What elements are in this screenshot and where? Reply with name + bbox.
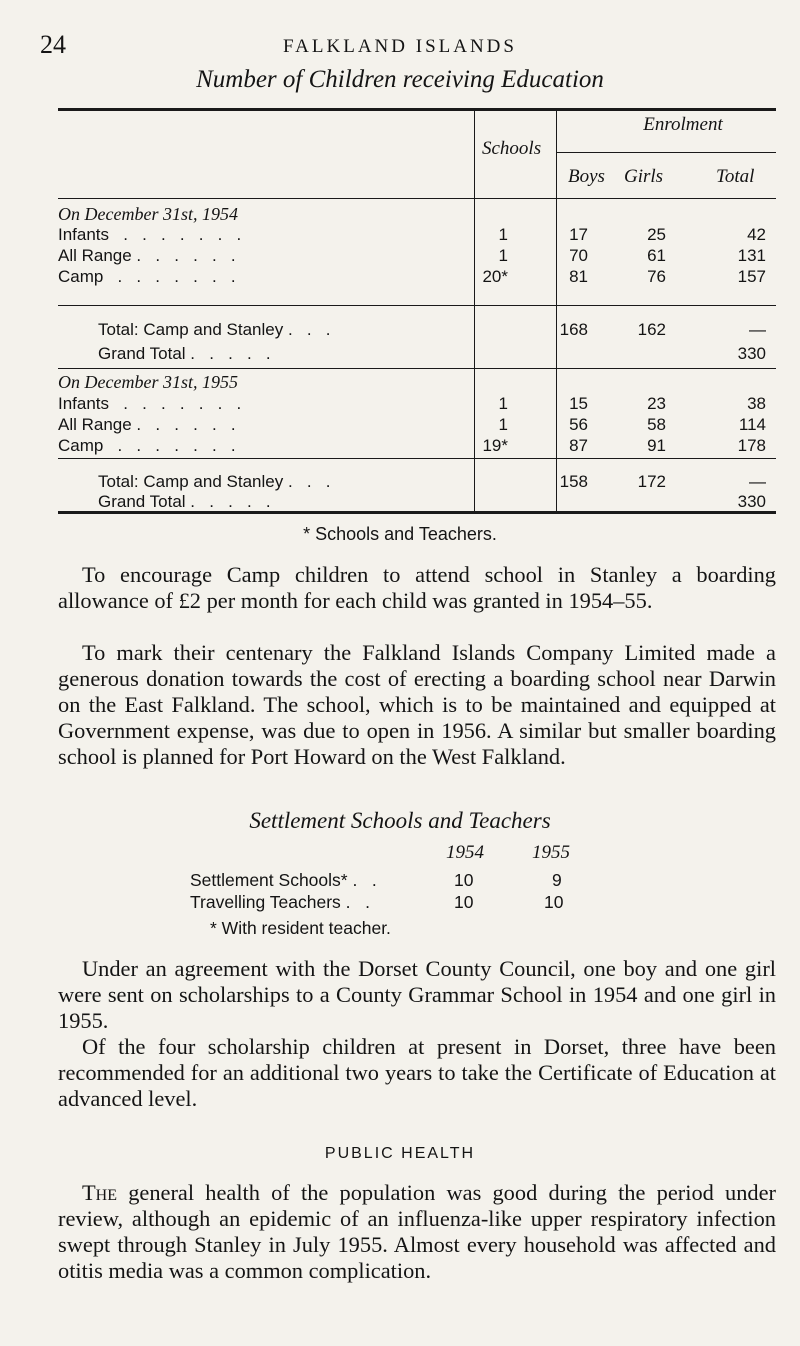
- paragraph-body: general health of the population was good during the period under review, although an epidemic of an influenza-like upper respiratory infection swept through Stanley in July 1955. Almost every household was affected and otitis media was a common complication.: [58, 1180, 776, 1283]
- running-title: FALKLAND ISLANDS: [283, 36, 517, 57]
- paragraph-centenary-donation: To mark their centenary the Falkland Islands Company Limited made a generous donation towards the cost of erecting a boarding school near Darwin on the East Falkland. The school, which is to be maintained and equipped at Government expense, was due to open in 1956. A similar but smaller boarding school is planned for Port Howard on the West Falkland.: [58, 640, 776, 769]
- cell-girls: 162: [637, 320, 666, 339]
- cell-total: 157: [737, 267, 766, 286]
- table-row: [58, 246, 776, 268]
- row-label: Grand Total . . . . .: [98, 492, 271, 511]
- cell-girls: 23: [647, 394, 666, 413]
- settlement-title: Settlement Schools and Teachers: [249, 808, 551, 833]
- total-row: [58, 320, 776, 342]
- lead-word: The: [82, 1180, 118, 1205]
- cell-total: —: [749, 472, 766, 491]
- cell-total: 114: [738, 415, 766, 434]
- table-footnote: * Schools and Teachers.: [303, 524, 497, 544]
- section-rule-1: [58, 305, 776, 306]
- cell-1954: 10: [454, 892, 474, 912]
- education-table: [58, 108, 776, 514]
- table-row: [58, 394, 776, 416]
- section-heading-public-health: PUBLIC HEALTH: [324, 1145, 476, 1162]
- cell-schools: 20*: [482, 267, 508, 286]
- table-top-rule: [58, 108, 776, 111]
- paragraph-dorset-agreement: Under an agreement with the Dorset County Council, one boy and one girl were sent on scholarships to a County Grammar School in 1954 and one girl in 1955.: [58, 956, 776, 1033]
- row-label: Grand Total . . . . .: [98, 344, 271, 363]
- cell-schools: 1: [498, 394, 508, 413]
- header-boys: Boys: [568, 166, 605, 187]
- table-row: [58, 225, 776, 247]
- header-enrolment: Enrolment: [643, 114, 723, 135]
- year-1954: 1954: [446, 842, 484, 863]
- page-number: 24: [40, 30, 66, 59]
- cell-girls: 172: [637, 472, 666, 491]
- header-schools: Schools: [482, 138, 542, 159]
- header-rule: [58, 198, 776, 199]
- cell-total: —: [749, 320, 766, 339]
- table-row: [58, 415, 776, 437]
- cell-total: 178: [737, 436, 766, 455]
- cell-boys: 56: [569, 415, 588, 434]
- page-header: [40, 30, 760, 60]
- header-total: Total: [716, 166, 755, 187]
- paragraph-public-health: [58, 1180, 776, 1284]
- row-label: Total: Camp and Stanley . . .: [98, 472, 331, 491]
- cell-girls: 61: [647, 246, 666, 265]
- enrolment-header-rule: [556, 152, 776, 153]
- cell-boys: 15: [569, 394, 588, 413]
- section-rule-3: [58, 458, 776, 459]
- cell-schools: 1: [498, 225, 508, 244]
- section-heading-1954: On December 31st, 1954: [58, 204, 238, 224]
- cell-total: 330: [737, 344, 766, 363]
- paragraph-boarding-allowance: To encourage Camp children to attend school in Stanley a boarding allowance of £2 per month for each child was granted in 1954–55.: [58, 562, 776, 613]
- header-girls: Girls: [624, 166, 664, 187]
- cell-1955: 10: [544, 892, 564, 912]
- cell-total: 42: [747, 225, 766, 244]
- settlement-table: [190, 842, 670, 952]
- table-row: [58, 436, 776, 458]
- section-heading-1955: On December 31st, 1955: [58, 372, 238, 392]
- row-label: Camp . . . . . . .: [58, 436, 236, 455]
- cell-schools: 1: [498, 246, 508, 265]
- row-label: Infants . . . . . . .: [58, 225, 242, 244]
- cell-1954: 10: [454, 870, 474, 890]
- row-label: Camp . . . . . . .: [58, 267, 236, 286]
- cell-boys: 81: [569, 267, 588, 286]
- cell-total: 38: [747, 394, 766, 413]
- cell-boys: 158: [559, 472, 588, 491]
- cell-girls: 91: [647, 436, 666, 455]
- cell-boys: 17: [569, 225, 588, 244]
- cell-boys: 87: [569, 436, 588, 455]
- cell-schools: 19*: [482, 436, 508, 455]
- cell-girls: 58: [647, 415, 666, 434]
- row-label: All Range . . . . . .: [58, 246, 236, 265]
- table-row: [190, 870, 670, 892]
- cell-schools: 1: [498, 415, 508, 434]
- cell-girls: 25: [647, 225, 666, 244]
- cell-total: 131: [737, 246, 766, 265]
- cell-girls: 76: [647, 267, 666, 286]
- row-label: Total: Camp and Stanley . . .: [98, 320, 331, 339]
- grand-total-row: [58, 492, 776, 514]
- row-label: All Range . . . . . .: [58, 415, 236, 434]
- table-title: Number of Children receiving Education: [196, 66, 604, 93]
- cell-1955: 9: [552, 870, 562, 890]
- total-row: [58, 472, 776, 494]
- settlement-footnote: * With resident teacher.: [210, 918, 391, 938]
- row-label: Travelling Teachers . .: [190, 892, 370, 912]
- cell-boys: 70: [569, 246, 588, 265]
- row-label: Infants . . . . . . .: [58, 394, 242, 413]
- grand-total-row: [58, 344, 776, 366]
- cell-boys: 168: [559, 320, 588, 339]
- table-row: [190, 892, 670, 914]
- year-1955: 1955: [532, 842, 570, 863]
- section-rule-2: [58, 368, 776, 369]
- row-label: Settlement Schools* . .: [190, 870, 377, 890]
- paragraph-scholarship-children: Of the four scholarship children at present in Dorset, three have been recommended for an additional two years to take the Certificate of Education at advanced level.: [58, 1034, 776, 1111]
- table-row: [58, 267, 776, 289]
- cell-total: 330: [737, 492, 766, 511]
